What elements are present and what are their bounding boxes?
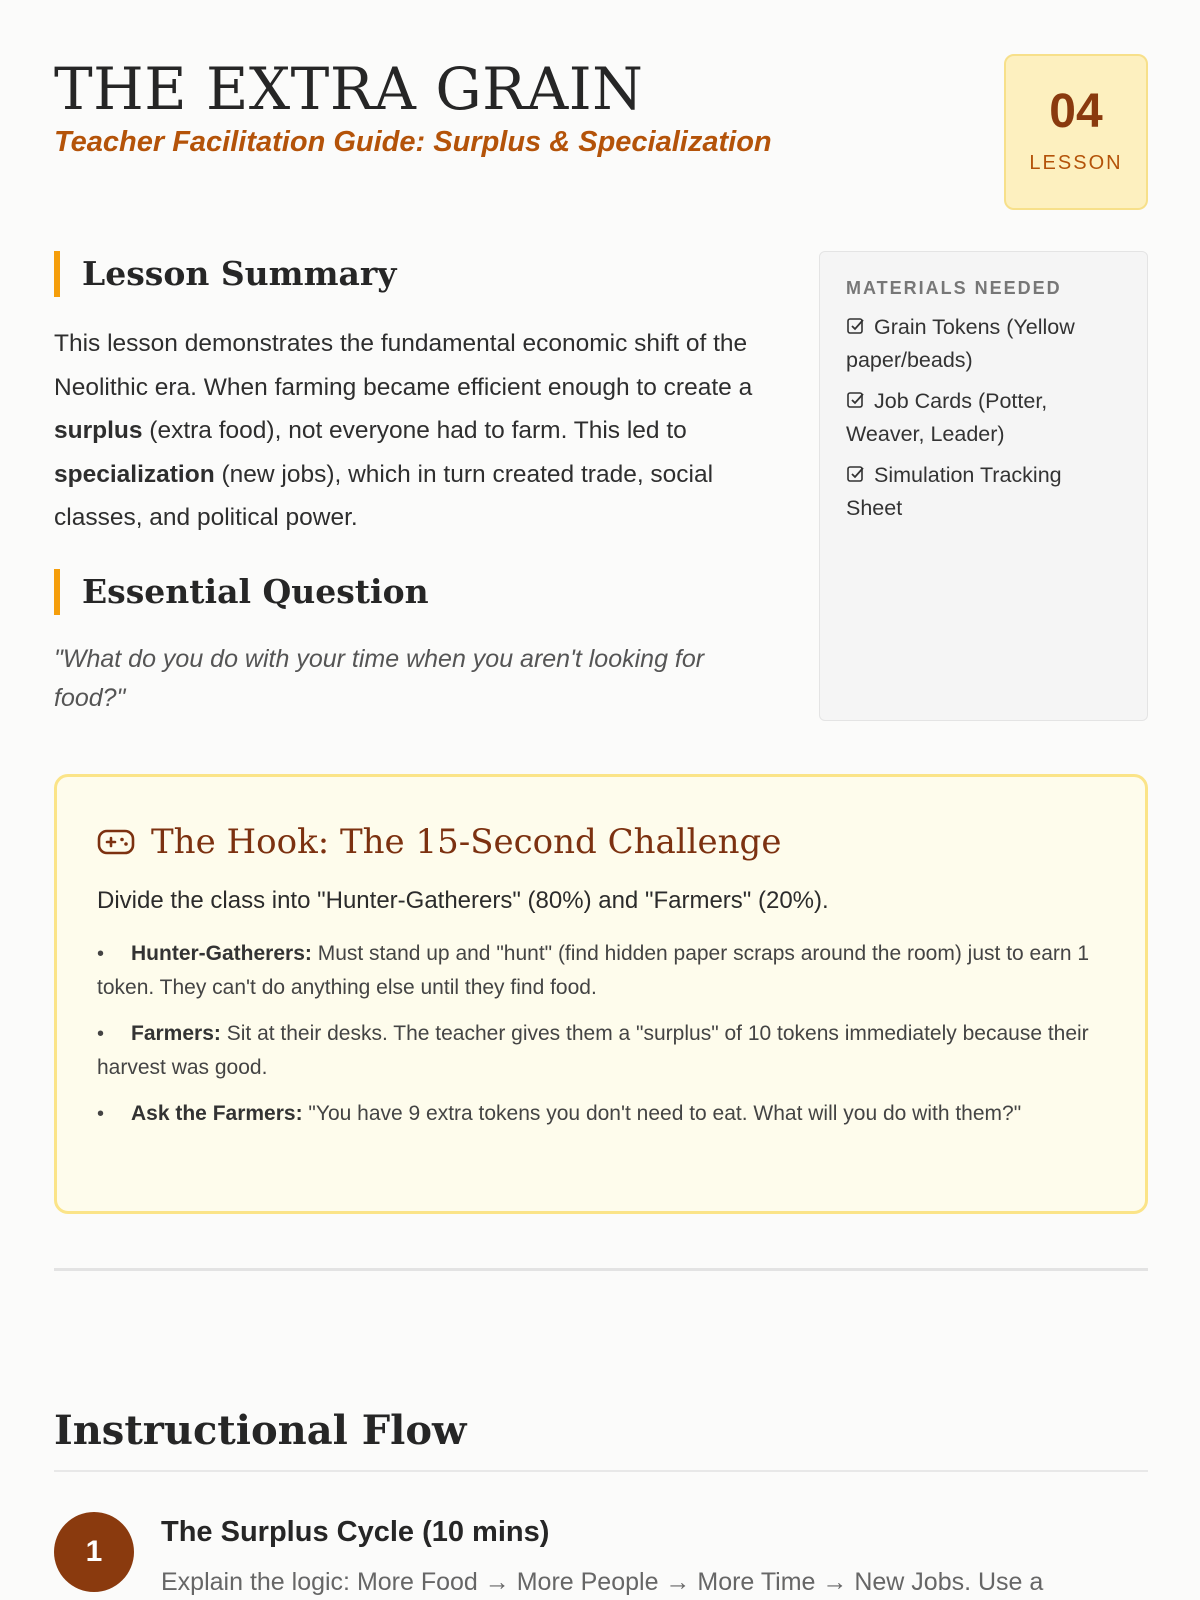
summary-heading: Lesson Summary xyxy=(54,251,396,297)
summary-text-part: (extra food), not everyone had to farm. This led to xyxy=(142,417,687,444)
list-item xyxy=(97,937,1105,1005)
summary-text xyxy=(54,322,784,540)
step-title: The Surplus Cycle (10 mins) xyxy=(161,1516,550,1548)
section-divider xyxy=(54,1268,1148,1271)
material-item xyxy=(846,459,1121,525)
bullet-icon: • xyxy=(97,943,105,965)
material-label: Grain Tokens (Yellow paper/beads) xyxy=(846,315,1075,372)
lesson-label: LESSON xyxy=(1029,152,1123,174)
material-label: Simulation Tracking Sheet xyxy=(846,463,1062,520)
checkbox-icon xyxy=(846,316,866,336)
essential-question: "What do you do with your time when you aren't looking for food?" xyxy=(54,645,705,712)
hook-intro: Divide the class into "Hunter-Gatherers" (80%) and "Farmers" (20%). xyxy=(97,887,829,914)
flow-divider xyxy=(54,1470,1148,1472)
lesson-page xyxy=(54,0,1148,1600)
list-item-label: Ask the Farmers: xyxy=(131,1102,303,1125)
list-item-label: Hunter-Gatherers: xyxy=(131,942,312,965)
material-item xyxy=(846,311,1121,377)
lesson-number: 04 xyxy=(1049,85,1103,138)
page-subtitle: Teacher Facilitation Guide: Surplus & Specialization xyxy=(54,126,772,158)
lesson-badge xyxy=(1004,54,1148,210)
step-number-badge: 1 xyxy=(54,1512,134,1592)
step-description: Explain the logic: More Food → More People → More Time → New Jobs. Use a xyxy=(161,1568,1044,1596)
question-heading: Essential Question xyxy=(54,569,429,615)
materials-panel xyxy=(819,251,1148,721)
materials-title: MATERIALS NEEDED xyxy=(846,278,1062,298)
page-title: THE EXTRA GRAIN xyxy=(54,55,644,123)
summary-term-surplus: surplus xyxy=(54,417,143,444)
summary-text-part: (new jobs), which in turn created trade, social classes, and political power. xyxy=(54,460,714,531)
hook-list xyxy=(97,937,1105,1131)
hook-box xyxy=(54,774,1148,1214)
bullet-icon: • xyxy=(97,1103,105,1125)
list-item-text: Sit at their desks. The teacher gives them a "surplus" of 10 tokens immediately because their harvest was good. xyxy=(97,1022,1089,1079)
list-item xyxy=(97,1017,1105,1085)
gamepad-icon xyxy=(97,827,135,857)
list-item-text: "You have 9 extra tokens you don't need to eat. What will you do with them?" xyxy=(302,1102,1022,1125)
list-item-text: Must stand up and "hunt" (find hidden paper scraps around the room) just to earn 1 token. They can't do anything else until they find food. xyxy=(97,942,1090,999)
material-label: Job Cards (Potter, Weaver, Leader) xyxy=(846,389,1048,446)
flow-heading: Instructional Flow xyxy=(54,1407,467,1454)
hook-heading xyxy=(97,817,1105,867)
material-item xyxy=(846,385,1121,451)
checkbox-icon xyxy=(846,464,866,484)
list-item xyxy=(97,1097,1105,1131)
summary-text-part: This lesson demonstrates the fundamental economic shift of the Neolithic era. When farming became efficient enough to create a xyxy=(54,330,753,401)
summary-term-specialization: specialization xyxy=(54,460,215,488)
bullet-icon: • xyxy=(97,1023,105,1045)
hook-title: The Hook: The 15-Second Challenge xyxy=(151,822,782,862)
checkbox-icon xyxy=(846,390,866,410)
list-item-label: Farmers: xyxy=(131,1022,221,1045)
